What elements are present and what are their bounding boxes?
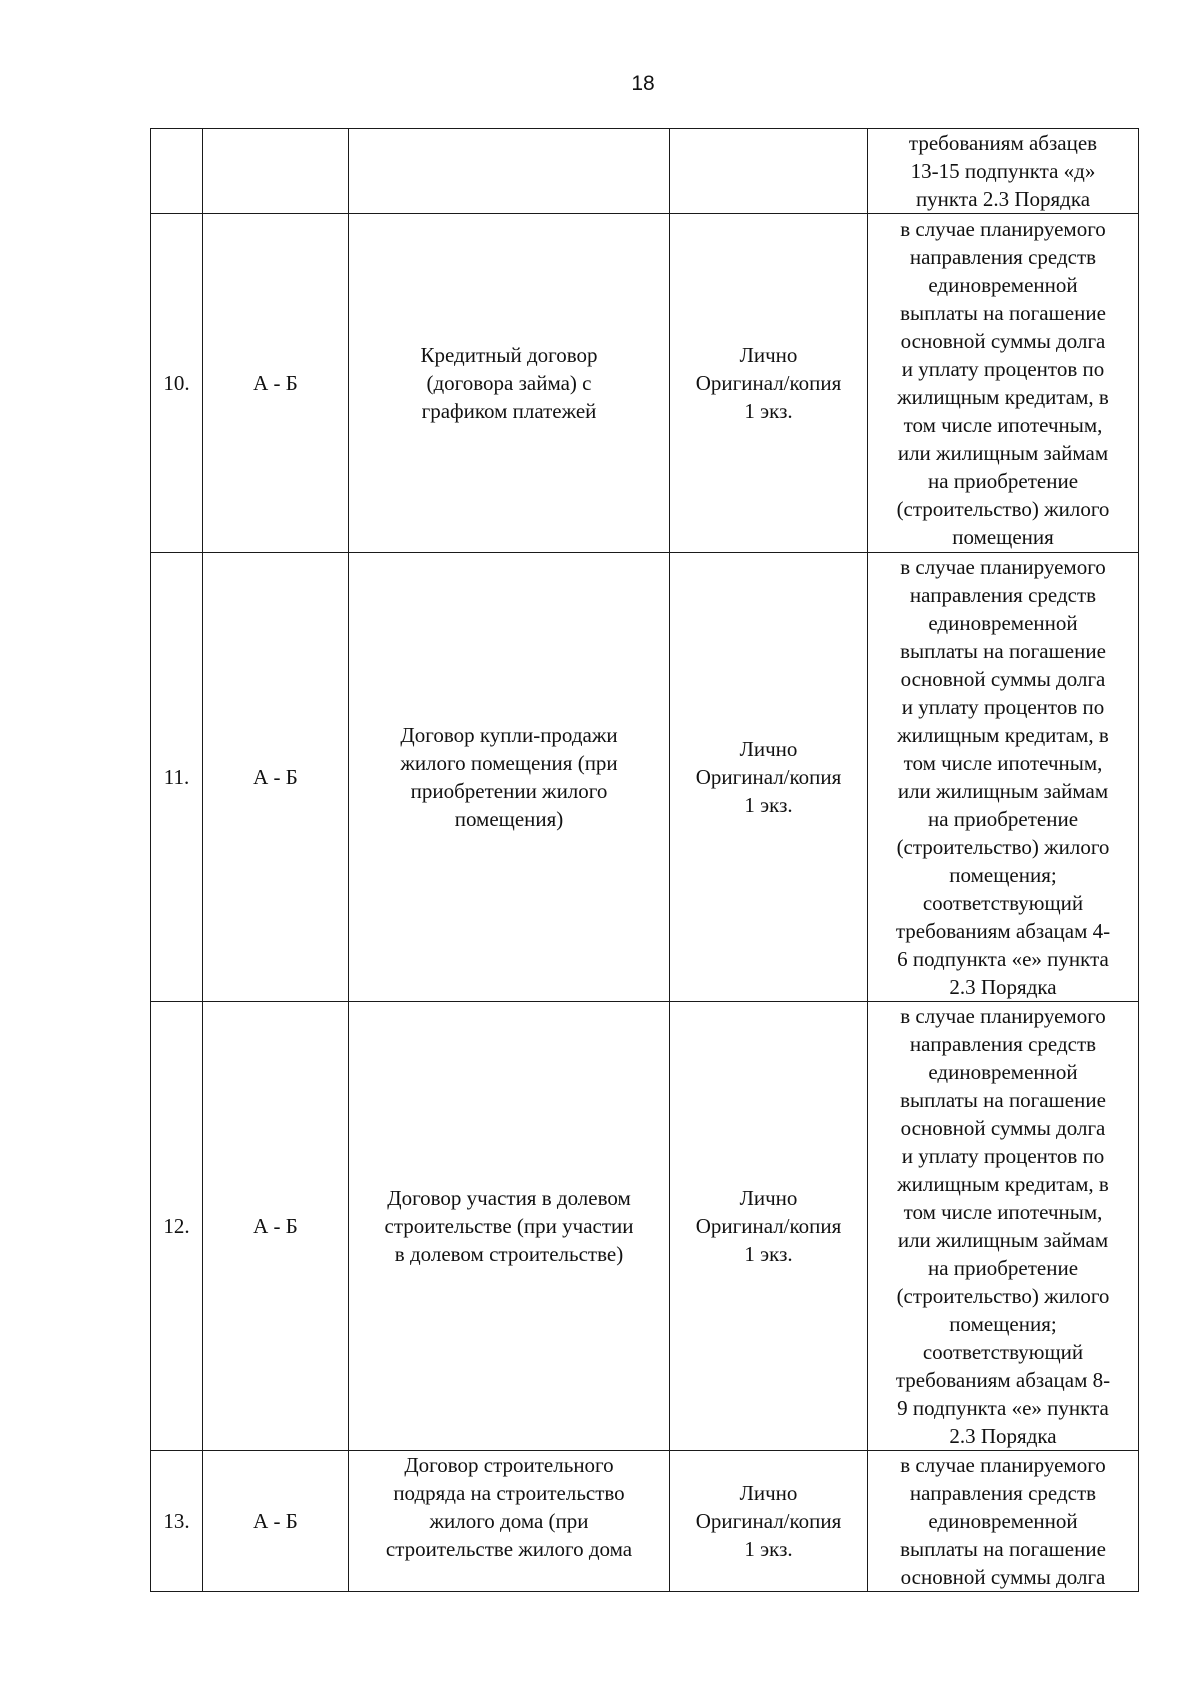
document-name-cell: [349, 129, 670, 214]
table-row: [151, 1451, 1139, 1592]
document-name-cell: Договор участия в долевом строительстве (при участии в долевом строительстве): [349, 1002, 670, 1451]
category-cell: А - Б: [203, 1451, 349, 1592]
submission-method-cell: [670, 129, 868, 214]
documents-table: [150, 128, 1139, 1592]
table-row: [151, 1002, 1139, 1451]
row-number-cell: 12.: [151, 1002, 203, 1451]
condition-cell: в случае планируемого направления средств единовременной выплаты на погашение основной суммы долга и уплату процентов по жилищным кредитам, в том числе ипотечным, или жилищным займам на приобретение (строительство) жилого помещения: [868, 214, 1139, 553]
row-number-cell: 13.: [151, 1451, 203, 1592]
table-row: [151, 129, 1139, 214]
row-number-cell: 11.: [151, 553, 203, 1002]
condition-cell: в случае планируемого направления средств единовременной выплаты на погашение основной суммы долга и уплату процентов по жилищным кредитам, в том числе ипотечным, или жилищным займам на приобретение (строительство) жилого помещения; соответствующий требованиям абзацам 8- 9 подпункта «е» пункта 2.3 Порядка: [868, 1002, 1139, 1451]
category-cell: А - Б: [203, 553, 349, 1002]
table-row: [151, 553, 1139, 1002]
category-cell: [203, 129, 349, 214]
page-number: 18: [631, 72, 655, 95]
document-name-cell: Договор строительного подряда на строительство жилого дома (при строительстве жилого дома: [349, 1451, 670, 1592]
table-row: [151, 214, 1139, 553]
document-name-cell: Кредитный договор (договора займа) с графиком платежей: [349, 214, 670, 553]
condition-cell: в случае планируемого направления средств единовременной выплаты на погашение основной суммы долга: [868, 1451, 1139, 1592]
category-cell: А - Б: [203, 1002, 349, 1451]
condition-cell: в случае планируемого направления средств единовременной выплаты на погашение основной суммы долга и уплату процентов по жилищным кредитам, в том числе ипотечным, или жилищным займам на приобретение (строительство) жилого помещения; соответствующий требованиям абзацам 4- 6 подпункта «е» пункта 2.3 Порядка: [868, 553, 1139, 1002]
submission-method-cell: Лично Оригинал/копия 1 экз.: [670, 214, 868, 553]
submission-method-cell: Лично Оригинал/копия 1 экз.: [670, 1002, 868, 1451]
submission-method-cell: Лично Оригинал/копия 1 экз.: [670, 1451, 868, 1592]
document-name-cell: Договор купли-продажи жилого помещения (при приобретении жилого помещения): [349, 553, 670, 1002]
condition-cell: требованиям абзацев 13-15 подпункта «д» пункта 2.3 Порядка: [868, 129, 1139, 214]
category-cell: А - Б: [203, 214, 349, 553]
submission-method-cell: Лично Оригинал/копия 1 экз.: [670, 553, 868, 1002]
row-number-cell: 10.: [151, 214, 203, 553]
row-number-cell: [151, 129, 203, 214]
